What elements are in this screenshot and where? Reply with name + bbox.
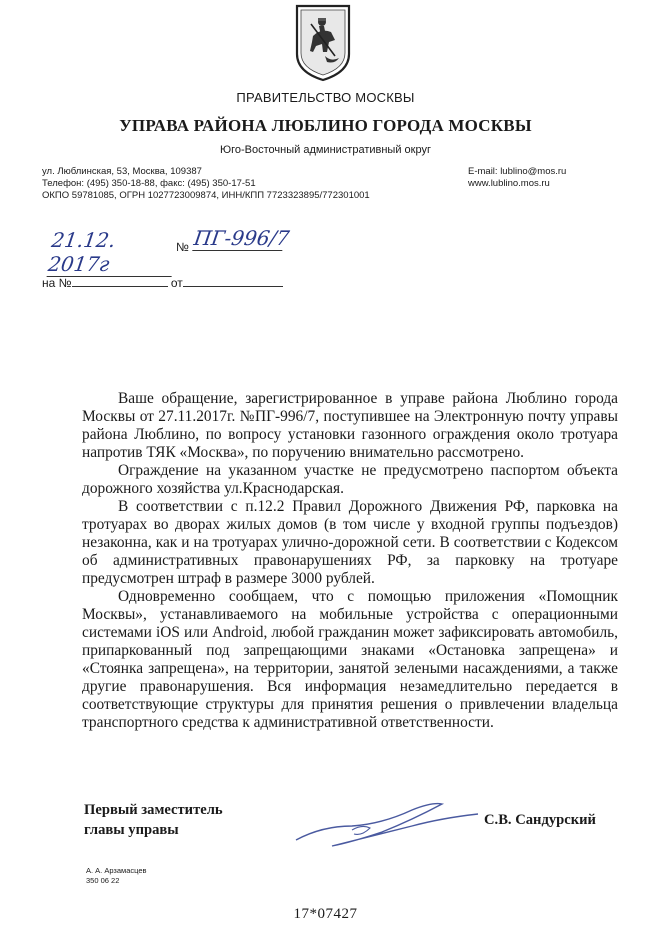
document-stamp-number: 17*07427 — [293, 906, 358, 922]
government-title: ПРАВИТЕЛЬСТВО МОСКВЫ — [236, 90, 415, 105]
body-paragraph: Одновременно сообщаем, что с помощью приложения «Помощник Москвы», устанавливаемого на мобильные устройства с операционными системами iOS или Android, любой гражданин может зафиксировать автомобиль, припаркованный под запрещающими знаками «Остановка запрещена» и «Стоянка запрещена», на территории, занятой зелеными насаждениями, а также другие правонарушения. Вся информация незамедлительно передается в соответствующие структуры для принятия решения о привлечении владельца транспортного средства к административной ответственности. — [82, 588, 618, 731]
codes-line: ОКПО 59781085, ОГРН 1027723009874, ИНН/КПП 7723323895/772301001 — [42, 190, 370, 201]
registration-date: 21.12. 2017г — [47, 228, 179, 277]
redacted-salutation — [175, 345, 460, 365]
body-paragraph: Ваше обращение, зарегистрированное в управе района Люблино города Москвы от 27.11.2017г. №ПГ-996/7, поступившее на Электронную почту управы района Люблино, по вопросу установки газонного ограждения около тротуара напротив ТЯК «Москва», по поручению внимательно рассмотрено. — [82, 390, 618, 461]
contacts-left — [42, 166, 370, 202]
letter-body — [82, 390, 618, 732]
body-paragraph: В соответствии с п.12.2 Правил Дорожного Движения РФ, парковка на тротуарах во дворах жилых домов (в том числе у входной группы подъездов) незаконна, как и на тротуарах улично-дорожной сети. В соответствии с Кодексом об административных правонарушениях РФ, за парковку на тротуаре предусмотрен штраф в размере 3000 рублей. — [82, 498, 618, 587]
address-line: ул. Люблинская, 53, Москва, 109387 — [42, 166, 202, 177]
executor-name: А. А. Арзамасцев — [86, 866, 147, 875]
in-reply-from-label: от — [170, 276, 183, 290]
registration-number-label: № — [176, 240, 189, 254]
moscow-coat-of-arms-icon — [291, 2, 355, 82]
redacted-addressee — [428, 250, 640, 322]
in-reply-label: на № — [42, 276, 72, 290]
website-line: www.lublino.mos.ru — [468, 178, 550, 189]
in-reply-date-blank — [183, 276, 283, 287]
position-line-1: Первый заместитель — [84, 802, 223, 818]
position-line-2: главы управы — [84, 822, 179, 838]
in-reply-number-blank — [72, 276, 168, 287]
handwritten-signature — [292, 796, 482, 848]
phone-line: Телефон: (495) 350-18-88, факс: (495) 350-17-51 — [42, 178, 256, 189]
body-paragraph: Ограждение на указанном участке не предусмотрено паспортом объекта дорожного хозяйства ул.Краснодарская. — [82, 462, 618, 497]
district-subtitle: Юго-Восточный административный округ — [220, 144, 431, 156]
executor-phone: 350 06 22 — [86, 876, 120, 885]
executor-info — [86, 866, 146, 886]
organization-title: УПРАВА РАЙОНА ЛЮБЛИНО ГОРОДА МОСКВЫ — [119, 116, 532, 135]
email-line: E-mail: lublino@mos.ru — [468, 166, 567, 177]
in-reply-line — [42, 276, 283, 290]
contacts-right — [468, 166, 566, 190]
signatory-name: С.В. Сандурский — [484, 812, 596, 828]
signatory-position — [84, 800, 223, 840]
registration-number: ПГ-996/7 — [192, 226, 291, 250]
